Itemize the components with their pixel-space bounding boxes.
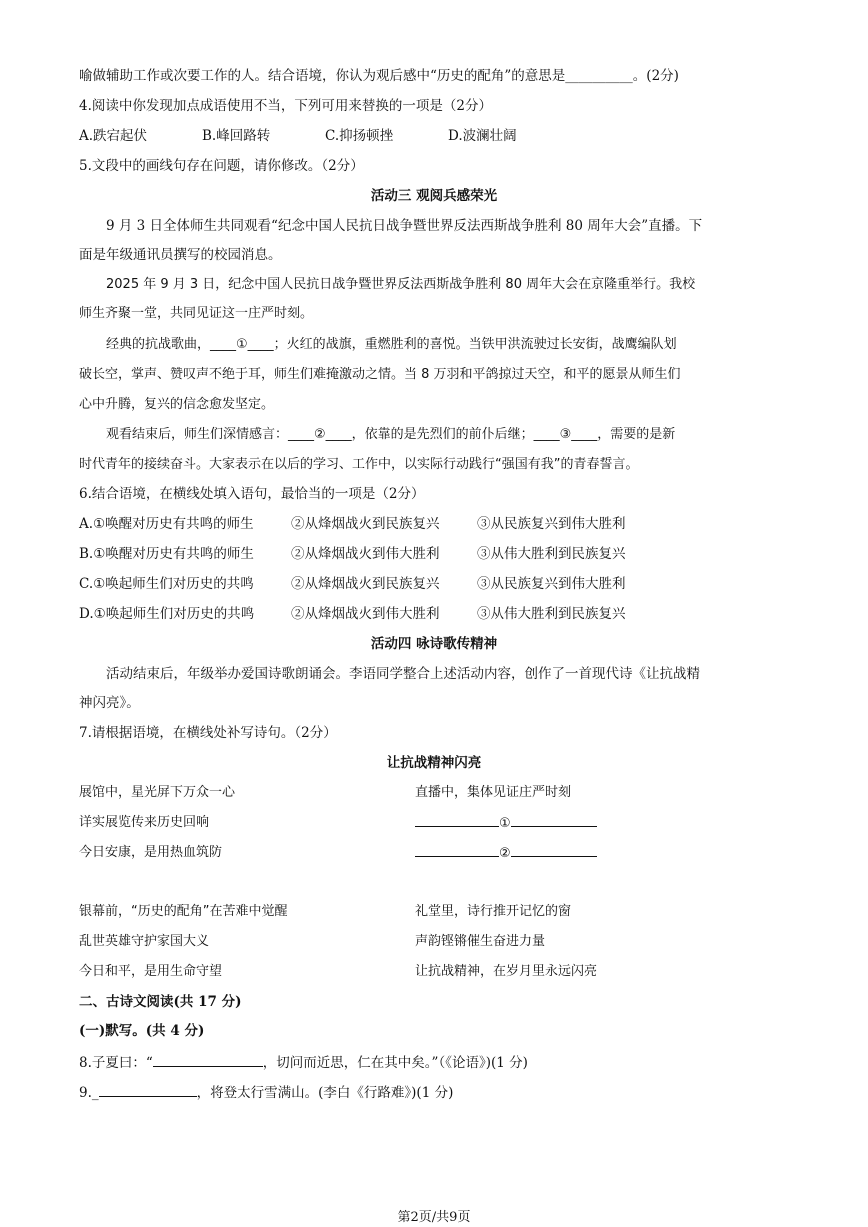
- question-9: [79, 1082, 453, 1102]
- page-footer: 第2页/共9页: [397, 1210, 471, 1225]
- poem-line: 今日安康，是用热血筑防: [79, 845, 223, 860]
- poem-title: 让抗战精神闪亮: [386, 755, 482, 771]
- news-line: 师生齐聚一堂，共同见证这一庄严时刻。: [79, 306, 314, 321]
- paragraph-line: 9 月 3 日全体师生共同观看“纪念中国人民抗日战争暨世界反法西斯战争胜利 80 周年大会”直播。下: [106, 218, 703, 234]
- q6-option-a-3: ③从民族复兴到伟大胜利: [477, 516, 626, 532]
- q9-suffix: ，将登太行雪满山。(李白《行路难》)(1 分): [196, 1085, 454, 1101]
- news-line: 破长空，掌声、赞叹声不绝于耳，师生们难掩激动之情。当 8 万羽和平鸽掠过天空，和平的愿景从师生们: [79, 367, 681, 382]
- q6-option-b-3: ③从伟大胜利到民族复兴: [477, 546, 626, 562]
- activity-4-title: 活动四 咏诗歌传精神: [370, 636, 498, 652]
- poem-line: 让抗战精神，在岁月里永远闪亮: [415, 964, 598, 979]
- q8-answer-blank[interactable]: [153, 1052, 263, 1067]
- question-5-stem: 5.文段中的画线句存在问题，请你修改。（2分）: [79, 158, 364, 174]
- question-7-stem: 7.请根据语境，在横线处补写诗句。（2分）: [79, 725, 337, 741]
- q9-answer-blank[interactable]: [99, 1082, 197, 1097]
- q6-option-b-2: ②从烽烟战火到伟大胜利: [291, 546, 440, 562]
- text-line: 喻做辅助工作或次要工作的人。结合语境，你认为观后感中“历史的配角”的意思是__________。(2分): [79, 68, 679, 84]
- q6-option-a-1: A.①唤醒对历史有共鸣的师生: [79, 516, 254, 532]
- q8-suffix: ，切问而近思，仁在其中矣。”（《论语》)(1 分): [262, 1055, 528, 1071]
- poem-line: 展馆中，星光屏下万众一心: [79, 785, 236, 800]
- q6-option-b-1: B.①唤醒对历史有共鸣的师生: [79, 546, 254, 562]
- q4-option-a: A.跌宕起伏: [79, 128, 148, 144]
- poem-blank-2[interactable]: [415, 842, 597, 863]
- q4-option-c: C.抑扬顿挫: [325, 128, 394, 144]
- poem-line: 礼堂里，诗行推开记忆的窗: [415, 904, 572, 919]
- activity-3-title: 活动三 观阅兵感荣光: [370, 188, 498, 204]
- question-6-stem: 6.结合语境，在横线处填入语句，最恰当的一项是（2分）: [79, 486, 425, 502]
- q6-option-d-1: D.①唤起师生们对历史的共鸣: [79, 606, 255, 622]
- q6-option-a-2: ②从烽烟战火到民族复兴: [291, 516, 440, 532]
- q6-option-d-2: ②从烽烟战火到伟大胜利: [291, 606, 440, 622]
- poem-line: 详实展览传来历史回响: [79, 815, 210, 830]
- poem-line: 直播中，集体见证庄严时刻: [415, 785, 572, 800]
- q9-prefix: 9._: [79, 1085, 99, 1101]
- news-line: 时代青年的接续奋斗。大家表示在以后的学习、工作中，以实际行动践行“强国有我”的青春誓言。: [79, 457, 639, 472]
- q4-option-d: D.波澜壮阔: [448, 128, 517, 144]
- paragraph-line: 神闪亮》。: [79, 695, 140, 711]
- news-line: 心中升腾，复兴的信念愈发坚定。: [79, 397, 275, 412]
- news-line: 观看结束后，师生们深情感言：____②____，依靠的是先烈们的前仆后继；____③____，需要的是新: [106, 427, 676, 442]
- paragraph-line: 活动结束后，年级举办爱国诗歌朗诵会。李语同学整合上述活动内容，创作了一首现代诗《让抗战精: [106, 666, 700, 682]
- question-4-stem: 4.阅读中你发现加点成语使用不当，下列可用来替换的一项是（2分）: [79, 98, 492, 114]
- news-line: 2025 年 9 月 3 日，纪念中国人民抗日战争暨世界反法西斯战争胜利 80 周年大会在京隆重举行。我校: [106, 277, 696, 292]
- section-2-title: 二、古诗文阅读(共 17 分): [79, 994, 242, 1010]
- news-line: 经典的抗战歌曲，____①____；火红的战旗，重燃胜利的喜悦。当铁甲洪流驶过长安街，战鹰编队划: [106, 337, 677, 352]
- q8-prefix: 8.子夏曰：“: [79, 1055, 153, 1071]
- poem-line: 银幕前，“历史的配角”在苦难中觉醒: [79, 904, 288, 919]
- blank-marker: ②: [499, 846, 511, 861]
- q4-option-b: B.峰回路转: [202, 128, 271, 144]
- q6-option-c-1: C.①唤起师生们对历史的共鸣: [79, 576, 254, 592]
- q6-option-c-3: ③从民族复兴到伟大胜利: [477, 576, 626, 592]
- subsection-title: (一)默写。(共 4 分): [79, 1023, 205, 1039]
- poem-blank-1[interactable]: [415, 812, 597, 833]
- q6-option-d-3: ③从伟大胜利到民族复兴: [477, 606, 626, 622]
- poem-line: 声韵铿锵催生奋进力量: [415, 934, 546, 949]
- question-8: [79, 1052, 528, 1072]
- poem-line: 今日和平，是用生命守望: [79, 964, 223, 979]
- blank-marker: ①: [499, 816, 511, 831]
- paragraph-line: 面是年级通讯员撰写的校园消息。: [79, 247, 282, 263]
- poem-line: 乱世英雄守护家国大义: [79, 934, 210, 949]
- q6-option-c-2: ②从烽烟战火到民族复兴: [291, 576, 440, 592]
